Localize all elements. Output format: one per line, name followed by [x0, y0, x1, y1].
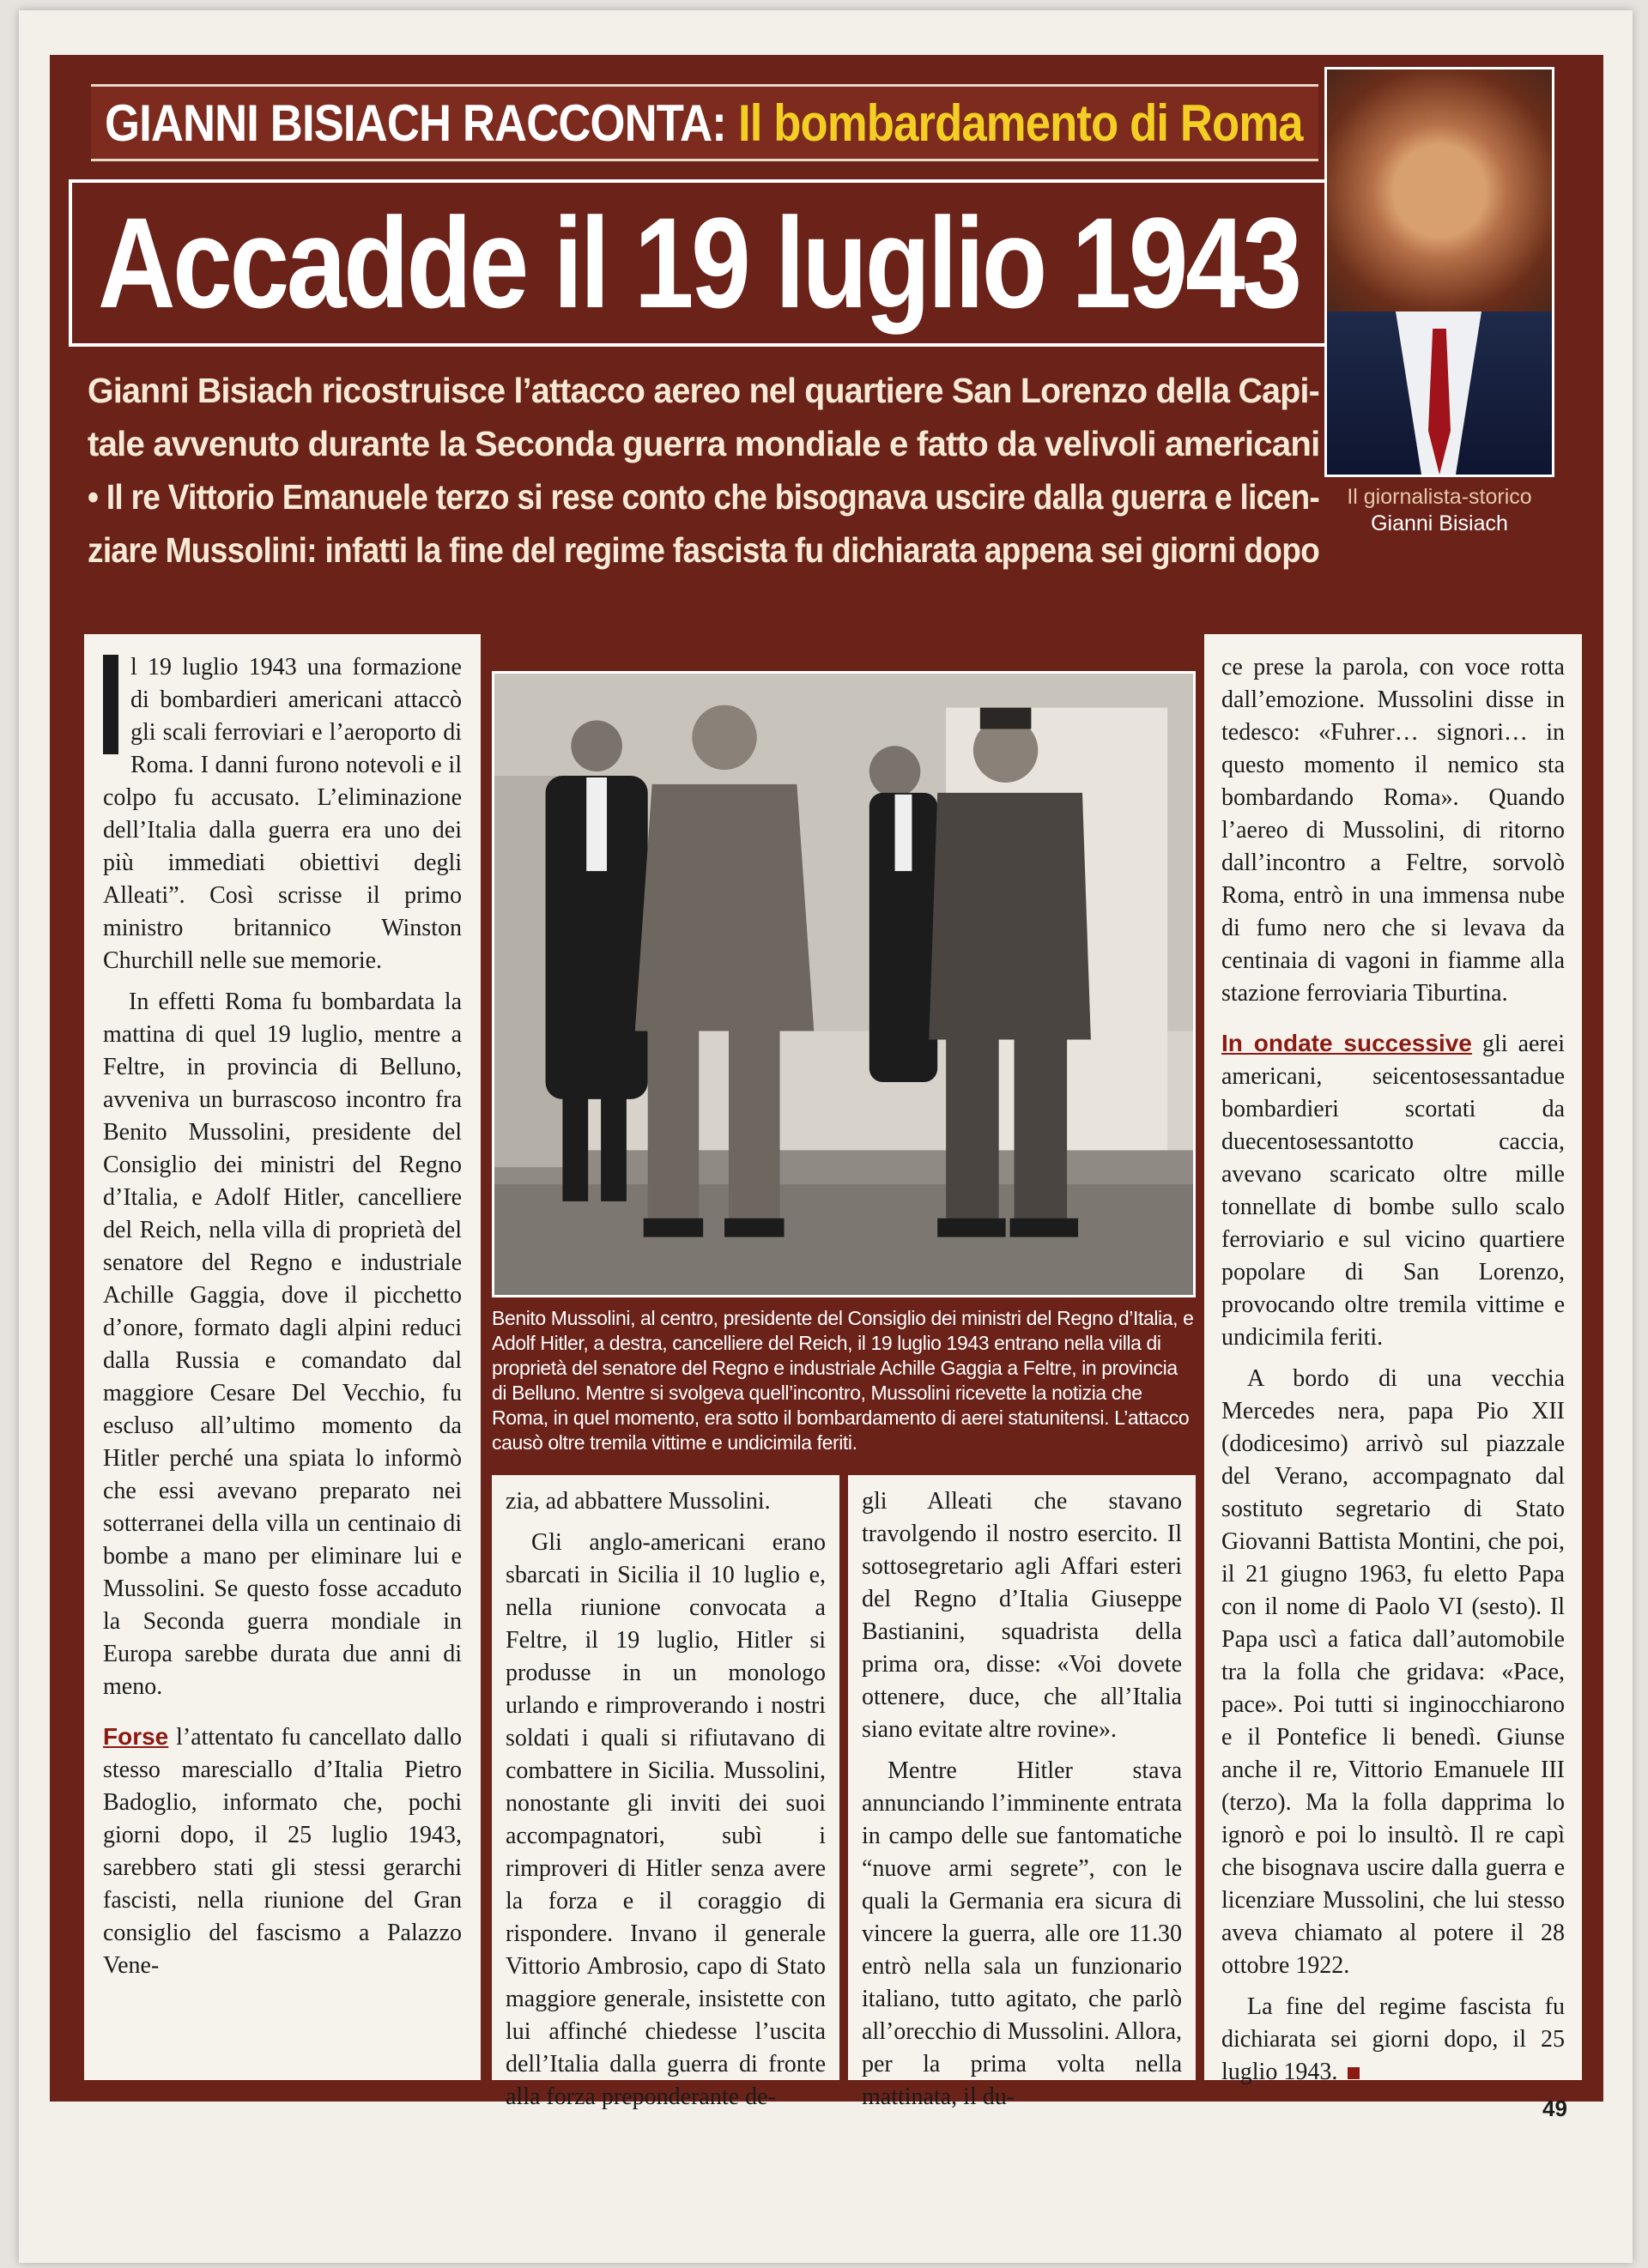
portrait-photo — [1324, 67, 1554, 477]
headline-box — [69, 179, 1330, 347]
end-mark-icon — [1348, 2067, 1360, 2079]
kicker-author: GIANNI BISIACH RACCONTA: — [105, 94, 726, 152]
portrait-caption — [1324, 484, 1554, 537]
lead-line: Gianni Bisiach ricostruisce l’attacco aereo nel quartiere San Lorenzo della Capi- — [88, 371, 1319, 410]
kicker-bar — [91, 84, 1318, 161]
lead-line: tale avvenuto durante la Seconda guerra mondiale e fatto da velivoli americani — [88, 424, 1320, 463]
rubric-ondate: In ondate successive — [1221, 1030, 1472, 1056]
paragraph: Mentre Hitler stava annunciando l’imminente entrata in campo delle sue fantomatiche “nuove armi segrete”, con le quali la Germania era sicura di vincere la guerra, alle ore 11.30 entrò nella sala un funzionario italiano, tutto agitato, che parlò all’orecchio di Mussolini. Allora, per la prima volta nella mattinata, il du- — [862, 1757, 1182, 2110]
photo-caption: Benito Mussolini, al centro, presidente del Consiglio dei ministri del Regno d’Italia, e Adolf Hitler, a destra, cancelliere del Reich, il 19 luglio 1943 entrano nella villa di proprietà del senatore del Regno e industriale Achille Gaggia a Feltre, in provincia di Belluno. Mentre si svolgeva quell’incontro, Mussolini ricevette la notizia che Roma, in quel momento, era sotto il bombardamento di aerei statunitensi. L’attacco causò oltre tremila vittime e undicimila feriti. — [492, 1307, 1194, 1454]
paragraph-text: l’attentato fu cancellato dallo stesso maresciallo d’Italia Pietro Badoglio, informato che, pochi giorni dopo, il 25 luglio 1943, sarebbero stati gli stessi gerarchi fascisti, nella riunione del Gran consiglio del fascismo a Palazzo Vene- — [103, 1724, 462, 1979]
paragraph-text: La fine del regime fascista fu dichiarata sei giorni dopo, il 25 luglio 1943. — [1221, 1993, 1565, 2085]
lead-paragraph — [88, 364, 1324, 577]
paragraph — [103, 651, 462, 977]
paragraph-text: gli aerei americani, seicentosessantadue bombardieri scortati da duecentosessantotto caccia, avevano scaricato oltre mille tonnellate di bombe sullo scalo ferroviario e sul vicino quartiere popolare di San Lorenzo, provocando oltre tremila vittime e undicimila feriti. — [1221, 1031, 1565, 1351]
magazine-page — [19, 10, 1633, 2263]
archive-photo — [492, 671, 1196, 1297]
kicker-topic: Il bombardamento di Roma — [737, 94, 1303, 152]
portrait-caption-role: Il giornalista-storico — [1347, 485, 1532, 509]
paragraph: gli Alleati che stavano travolgendo il nostro esercito. Il sottosegretario agli Affari esteri del Regno d’Italia Giuseppe Bastianini, squadrista della prima ora, disse: «Voi dovete ottenere, duce, che all’Italia siano evitate altre rovine». — [862, 1488, 1182, 1743]
headline: Accadde il 19 luglio 1943 — [98, 191, 1300, 335]
text-column-3 — [848, 1475, 1196, 2110]
drop-cap-bar — [103, 655, 118, 754]
portrait-caption-name: Gianni Bisiach — [1371, 511, 1508, 535]
paragraph — [1221, 1991, 1565, 2089]
text-column-1 — [84, 634, 481, 2080]
photo-illustration — [494, 674, 1193, 1295]
paragraph: ce prese la parola, con voce rotta dall’emozione. Mussolini disse in tedesco: «Fuhrer… signori… in questo momento il nemico sta bombardando Roma». Quando l’aereo di Mussolini, di ritorno dall’incontro a Feltre, sorvolò Roma, entrò in una immensa nube di fumo nero che si levava da centinaia di vagoni in fiamme alla stazione ferroviaria Tiburtina. — [1221, 654, 1565, 1007]
paragraph-text: l 19 luglio 1943 una formazione di bombardieri americani attaccò gli scali ferroviari e l’aeroporto di Roma. I danni furono notevoli e il colpo fu accusato. L’eliminazione dell’Italia dalla guerra era uno dei più immediati obiettivi degli Alleati”. Così scrisse il primo ministro britannico Winston Churchill nelle sue memorie. — [103, 654, 462, 974]
text-column-2 — [492, 1475, 839, 2110]
paragraph: Gli anglo-americani erano sbarcati in Sicilia il 10 luglio e, nella riunione convocata a Feltre, il 19 luglio, Hitler si produsse in un monologo urlando e rimproverando i nostri soldati i quali si rifiutavano di combattere in Sicilia. Mussolini, nonostante gli inviti dei suoi accompagnatori, subì i rimproveri di Hitler senza avere la forza e il coraggio di rispondere. Invano il generale Vittorio Ambrosio, capo di Stato maggiore generale, insistette con lui affinché chiedesse l’uscita dell’Italia dalla guerra di fronte alla forza preponderante de- — [506, 1529, 826, 2110]
rubric-forse: Forse — [103, 1723, 169, 1750]
text-column-4 — [1204, 634, 1582, 2085]
paragraph: zia, ad abbattere Mussolini. — [506, 1488, 771, 1515]
lead-line: • Il re Vittorio Emanuele terzo si rese conto che bisognava uscire dalla guerra e licen- — [88, 477, 1320, 517]
paragraph — [1221, 1027, 1565, 1354]
lead-line: ziare Mussolini: infatti la fine del regime fascista fu dichiarata appena sei giorni dopo — [88, 530, 1320, 570]
paragraph — [103, 1721, 462, 1982]
page-number: 49 — [1542, 2096, 1567, 2121]
paragraph: In effetti Roma fu bombardata la mattina di quel 19 luglio, mentre a Feltre, in provincia di Belluno, avveniva un burrascoso incontro fra Benito Mussolini, presidente del Consiglio dei ministri del Regno d’Italia, e Adolf Hitler, cancelliere del Reich, nella villa di proprietà del senatore del Regno e industriale Achille Gaggia, dove il picchetto d’onore, formato dagli alpini reduci dalla Russia e comandato dal maggiore Cesare Del Vecchio, fu escluso all’ultimo momento da Hitler perché una spiata lo informò che essi avevano preparato nei sotterranei della villa un centinaio di bombe a mano per eliminare lui e Mussolini. Se questo fosse accaduto la Seconda guerra mondiale in Europa sarebbe durata due anni di meno. — [103, 989, 462, 1700]
paragraph: A bordo di una vecchia Mercedes nera, papa Pio XII (dodicesimo) arrivò sul piazzale del Verano, accompagnato dal sostituto segretario di Stato Giovanni Battista Montini, che poi, il 21 giugno 1963, fu eletto Papa con il nome di Paolo VI (sesto). Il Papa uscì a fatica dall’automobile tra la folla che gridava: «Pace, pace». Poi tutti si inginocchiarono e il Pontefice li benedì. Giunse anche il re, Vittorio Emanuele III (terzo). Ma la folla dapprima lo ignorò e poi lo insultò. Il re capì che bisognava uscire dalla guerra e licenziare Mussolini, che lui stesso aveva chiamato al potere il 28 ottobre 1922. — [1221, 1365, 1565, 1979]
